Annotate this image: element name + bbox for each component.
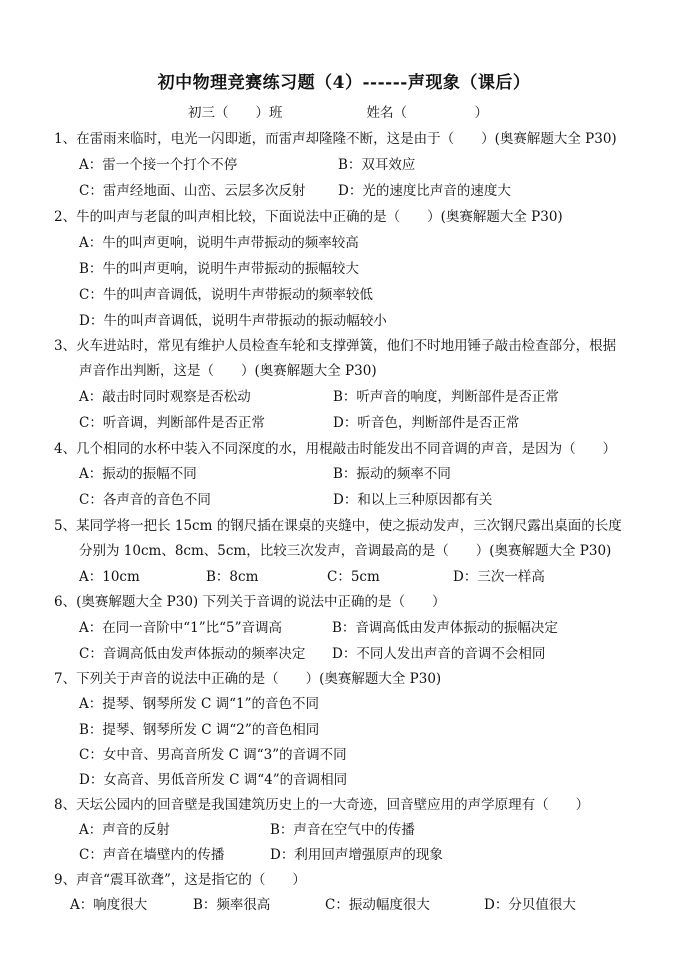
- question-5-option-d: D：三次一样高: [453, 569, 545, 585]
- question-6-option-d: D：不同人发出声音的音调不会相同: [332, 646, 546, 662]
- question-3-option-a: A：敲击时同时观察是否松动: [79, 389, 251, 405]
- question-4-option-a: A：振动的振幅不同: [79, 466, 197, 482]
- question-3-stem-line-2: 声音作出判断，这是（ ）(奥赛解题大全 P30): [79, 363, 377, 379]
- question-4-option-b: B：振动的频率不同: [333, 466, 451, 482]
- question-4-option-c: C：各声音的音色不同: [79, 492, 211, 508]
- question-1-option-c: C：雷声经地面、山峦、云层多次反射: [79, 183, 306, 199]
- question-2-option-d: D：牛的叫声音调低，说明牛声带振动的振动幅较小: [79, 313, 387, 329]
- question-4-option-d: D：和以上三种原因都有关: [333, 492, 493, 508]
- question-9-stem: 9、声音“震耳欲聋”，这是指它的（ ）: [54, 872, 306, 888]
- question-3-stem-line-1: 3、火车进站时，常见有维护人员检查车轮和支撑弹簧，他们不时地用锤子敲击检查部分，根据: [54, 338, 617, 354]
- question-1-option-a: A：雷一个接一个打个不停: [79, 157, 238, 173]
- question-6-option-c: C：音调高低由发声体振动的频率决定: [79, 646, 306, 662]
- question-3-option-c: C：听音调，判断部件是否正常: [79, 415, 265, 431]
- question-5-option-b: B：8cm: [206, 569, 259, 585]
- question-8-stem: 8、天坛公园内的回音壁是我国建筑历史上的一大奇迹，回音壁应用的声学原理有（ ）: [54, 797, 590, 813]
- question-2-option-c: C：牛的叫声音调低，说明牛声带振动的频率较低: [79, 287, 373, 303]
- question-8-option-c: C：声音在墙壁内的传播: [79, 847, 225, 863]
- question-7-option-a: A：提琴、钢琴所发 C 调“1”的音色不同: [79, 696, 320, 712]
- question-9-option-a: A：响度很大: [70, 897, 148, 913]
- question-6-option-a: A：在同一音阶中“1”比“5”音调高: [79, 620, 283, 636]
- question-5-stem-line-1: 5、某同学将一把长 15cm 的钢尺插在课桌的夹缝中，使之振动发声，三次钢尺露出桌面的长度: [54, 518, 622, 534]
- question-5-stem-line-2: 分别为 10cm、8cm、5cm，比较三次发声，音调最高的是（ ）(奥赛解题大全 P30): [79, 543, 612, 559]
- question-5-option-a: A：10cm: [79, 569, 140, 585]
- question-8-option-d: D：利用回声增强原声的现象: [270, 847, 443, 863]
- question-2-stem: 2、牛的叫声与老鼠的叫声相比较，下面说法中正确的是（ ）(奥赛解题大全 P30): [54, 209, 563, 225]
- question-3-option-b: B：听声音的响度，判断部件是否正常: [333, 389, 559, 405]
- question-1-option-b: B：双耳效应: [338, 157, 416, 173]
- question-7-stem: 7、下列关于声音的说法中正确的是（ ）(奥赛解题大全 P30): [54, 671, 442, 687]
- question-8-option-a: A：声音的反射: [79, 822, 170, 838]
- question-1-option-d: D：光的速度比声音的速度大: [338, 183, 511, 199]
- student-info-line: [188, 101, 488, 121]
- page-title: 初中物理竞赛练习题（4）------声现象（课后）: [157, 73, 531, 93]
- name-field-label: 姓名（ ）: [366, 105, 488, 121]
- question-2-option-b: B：牛的叫声更响，说明牛声带振动的振幅较大: [79, 261, 359, 277]
- question-7-option-b: B：提琴、钢琴所发 C 调“2”的音色相同: [79, 722, 320, 738]
- question-9-option-d: D：分贝值很大: [484, 897, 576, 913]
- question-7-option-d: D：女高音、男低音所发 C 调“4”的音调相同: [79, 772, 348, 788]
- question-6-stem: 6、(奥赛解题大全 P30) 下列关于音调的说法中正确的是（ ）: [54, 594, 446, 610]
- question-5-option-c: C：5cm: [327, 569, 380, 585]
- question-4-stem: 4、几个相同的水杯中装入不同深度的水，用棍敲击时能发出不同音调的声音，是因为（ ）: [54, 441, 617, 457]
- question-9-option-c: C：振动幅度很大: [325, 897, 430, 913]
- question-8-option-b: B：声音在空气中的传播: [270, 822, 415, 838]
- question-3-option-d: D：听音色，判断部件是否正常: [333, 415, 520, 431]
- question-1-stem: 1、在雷雨来临时，电光一闪即逝，而雷声却隆隆不断，这是由于（ ）(奥赛解题大全 P30): [54, 131, 617, 147]
- question-9-option-b: B：频率很高: [193, 897, 271, 913]
- question-6-option-b: B：音调高低由发声体振动的振幅决定: [332, 620, 558, 636]
- question-2-option-a: A：牛的叫声更响，说明牛声带振动的频率较高: [79, 235, 359, 251]
- question-7-option-c: C：女中音、男高音所发 C 调“3”的音调不同: [79, 747, 347, 763]
- class-field-label: 初三（ ）班: [188, 105, 283, 121]
